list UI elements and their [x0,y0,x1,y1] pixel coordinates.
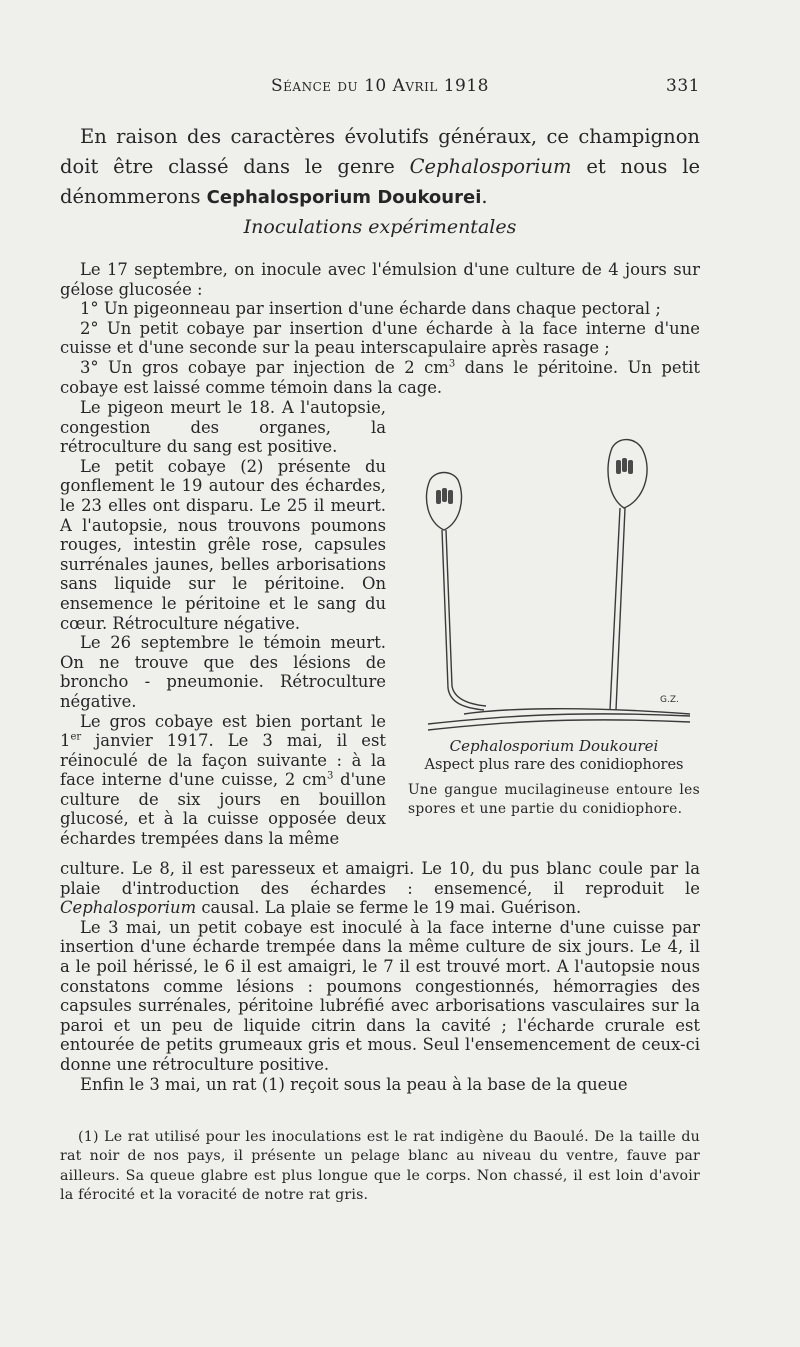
genus-name: Cephalosporium [60,898,197,918]
footnote: (1) Le rat utilisé pour les inoculations est le rat indigène du Baoulé. De la taille du rat noir de nos pays, il présente un pelage blanc au niveau du ventre, fauve par ailleurs. Sa queue glabre est plus longue que le corps. Non chassé, il est loin d'avoir la férocité et la voracité de notre rat gris. [60,1129,700,1204]
text-b: janvier 1917. Le 3 mai, il est réinoculé de la façon suivante : à la face interne d'une cuisse, 2 cm [60,731,386,790]
running-header [60,76,700,102]
section-heading: Inoculations expérimentales [243,216,517,238]
figure-signature: G.Z. [660,695,679,705]
text-a: Le gros cobaye est bien portant le 1 [60,711,386,751]
page-number: 331 [666,76,700,96]
paragraph-item-2: 2° Un petit cobaye par insertion d'une écharde à la face interne d'une cuisse et d'une seconde sur la peau interscapulaire après rasage ; [60,318,700,358]
paragraph-control: Le 26 septembre le témoin meurt. On ne trouve que des lésions de broncho - pneumonie. Rétroculture négative. [60,633,386,711]
narrow-column [60,398,386,849]
intro-text-3: . [481,185,488,208]
superscript: 3 [326,770,334,782]
paragraph-protocol: Le 17 septembre, on inocule avec l'émulsion d'une culture de 4 jours sur gélose glucosée : [60,260,700,299]
conidiophore-figure [404,418,704,738]
intro-paragraph [60,122,700,213]
paragraph-continuation [60,859,700,918]
species-name: Cephalosporium Doukourei [206,187,482,208]
paragraph-pigeon: Le pigeon meurt le 18. A l'autopsie, congestion des organes, la rétroculture du sang est positive. [60,398,386,457]
lower-block [60,859,700,1094]
paragraph-rat: Enfin le 3 mai, un rat (1) reçoit sous la peau à la base de la queue [80,1074,628,1094]
protocol-block [60,260,700,397]
paragraph-large-guinea-pig [60,712,386,849]
caption-text: Une gangue mucilagineuse entoure les spores et une partie du conidiophore. [408,782,700,817]
caption-title: Cephalosporium Doukourei [449,737,659,755]
running-title: Séance du 10 Avril 1918 [271,76,489,96]
genus-name: Cephalosporium [409,155,572,178]
paragraph-second-guinea-pig: Le 3 mai, un petit cobaye est inoculé à la face interne d'une cuisse par insertion d'une écharde trempée dans la même culture de six jours. Le 4, il a le poil hérissé, le 6 il est amaigri, le 7 il est trouvé mort. A l'autopsie nous constatons comme lésions : poumons congestionnés, hémorragies des capsules surrénales, péritoine lubréfié avec arborisations vasculaires sur la paroi et un peu de liquide citrin dans la cavité ; l'écharde crurale est entourée de petits grumeaux gris et mous. Seul l'ensemencement de ceux-ci donne une rétroculture positive. [60,917,700,1074]
paragraph-item-1: 1° Un pigeonneau par insertion d'une écharde dans chaque pectoral ; [80,299,661,319]
superscript: 3 [448,358,456,370]
item-3-text: 3° Un gros cobaye par injection de 2 cm [80,357,449,377]
cont-text-a: culture. Le 8, il est paresseux et amaigri. Le 10, du pus blanc coule par la plaie d'introduction des échardes : ensemencé, il reproduit le [60,859,700,898]
text-c: d'une culture de six jours en bouillon glucosé, et à la cuisse opposée deux échardes trempées dans la même [60,770,386,849]
item-3-text-end: dans le péritoine. Un petit cobaye est laissé comme témoin dans la cage. [60,357,700,397]
figure-caption [408,737,700,819]
superscript: er [70,731,82,743]
caption-subtitle: Aspect plus rare des conidiophores [424,757,684,773]
paragraph-item-3 [60,358,700,397]
cont-text-b: causal. La plaie se ferme le 19 mai. Guérison. [196,898,582,918]
intro-text-2: et nous le dénommerons [60,155,700,208]
paragraph-small-guinea-pig: Le petit cobaye (2) présente du gonflement le 19 autour des échardes, le 23 elles ont disparu. Le 25 il meurt. A l'autopsie, nous trouvons poumons rouges, intestin grêle rose, capsules surrénales jaunes, belles arborisations sans liquide sur le péritoine. On ensemence le péritoine et le sang du cœur. Rétroculture négative. [60,456,386,633]
intro-text-1: En raison des caractères évolutifs généraux, ce champignon doit être classé dans le genre [60,125,700,178]
